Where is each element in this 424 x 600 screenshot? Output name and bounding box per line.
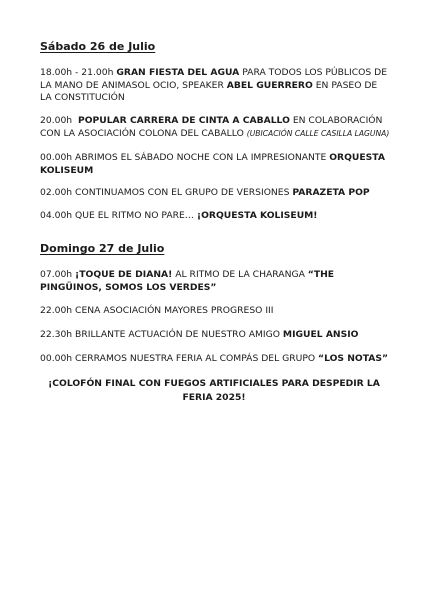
entry-time: 00.00h — [40, 353, 73, 364]
entry-text: PARA TODOS LOS PÚBLICOS DE LA MANO DE ANIMASOL OCIO, SPEAKER — [40, 67, 388, 91]
entry-highlight: MIGUEL ANSIO — [282, 329, 359, 340]
entry-highlight: ORQUESTA KOLISEUM — [40, 152, 385, 176]
saturday-heading: Sábado 26 de Julio — [40, 40, 156, 53]
saturday-entry-parazeta — [40, 187, 390, 200]
entry-time: 18.00h - 21.00h — [40, 67, 114, 78]
entry-text: QUE EL RITMO NO PARE… — [75, 210, 194, 221]
sunday-entry-miguel-ansio — [40, 329, 390, 342]
entry-highlight: “LOS NOTAS” — [318, 353, 389, 364]
entry-text: CERRAMOS NUESTRA FERIA AL COMPÁS DEL GRUPO — [75, 353, 316, 364]
entry-time: 22.30h — [40, 329, 73, 340]
saturday-entry-koliseum — [40, 152, 390, 177]
entry-text: CONTINUAMOS CON EL GRUPO DE VERSIONES — [75, 187, 290, 198]
entry-highlight: GRAN FIESTA DEL AGUA — [116, 67, 240, 78]
entry-text: BRILLANTE ACTUACIÓN DE NUESTRO AMIGO — [75, 329, 280, 340]
sunday-entry-dinner — [40, 305, 390, 318]
entry-location-note: (UBICACIÓN CALLE CASILLA LAGUNA) — [246, 128, 390, 138]
entry-time: 22.00h — [40, 305, 73, 316]
entry-highlight: POPULAR CARRERA DE CINTA A CABALLO — [77, 115, 290, 126]
entry-highlight: ¡TOQUE DE DIANA! — [75, 269, 173, 280]
entry-time: 00.00h — [40, 152, 73, 163]
entry-text-2: EN PASEO DE LA CONSTITUCIÓN — [40, 79, 378, 103]
entry-time: 07.00h — [40, 269, 73, 280]
entry-text: CENA ASOCIACIÓN MAYORES PROGRESO III — [75, 305, 274, 316]
entry-text: AL RITMO DE LA CHARANGA — [175, 269, 305, 280]
entry-text: EN COLABORACIÓN CON LA ASOCIACIÓN COLONA DEL CABALLO — [40, 115, 383, 139]
entry-highlight-2: “THE PINGÜINOS, SOMOS LOS VERDES” — [40, 269, 335, 293]
entry-highlight: PARAZETA POP — [292, 187, 370, 198]
sunday-heading: Domingo 27 de Julio — [40, 242, 165, 255]
entry-highlight: ¡ORQUESTA KOLISEUM! — [196, 210, 318, 221]
entry-text: ABRIMOS EL SÁBADO NOCHE CON LA IMPRESIONANTE — [75, 152, 327, 163]
sunday-entry-diana — [40, 269, 390, 294]
saturday-entry-horse-race — [40, 115, 390, 140]
entry-time: 02.00h — [40, 187, 73, 198]
saturday-entry-water-party — [40, 67, 390, 105]
entry-highlight-2: ABEL GUERRERO — [226, 79, 313, 91]
entry-time: 04.00h — [40, 210, 73, 221]
entry-time: 20.00h — [40, 115, 73, 126]
fireworks-finale: ¡COLOFÓN FINAL CON FUEGOS ARTIFICIALES PARA DESPEDIR LA FERIA 2025! — [48, 378, 380, 403]
saturday-entry-koliseum-late — [40, 210, 390, 223]
sunday-entry-los-notas — [40, 353, 390, 366]
